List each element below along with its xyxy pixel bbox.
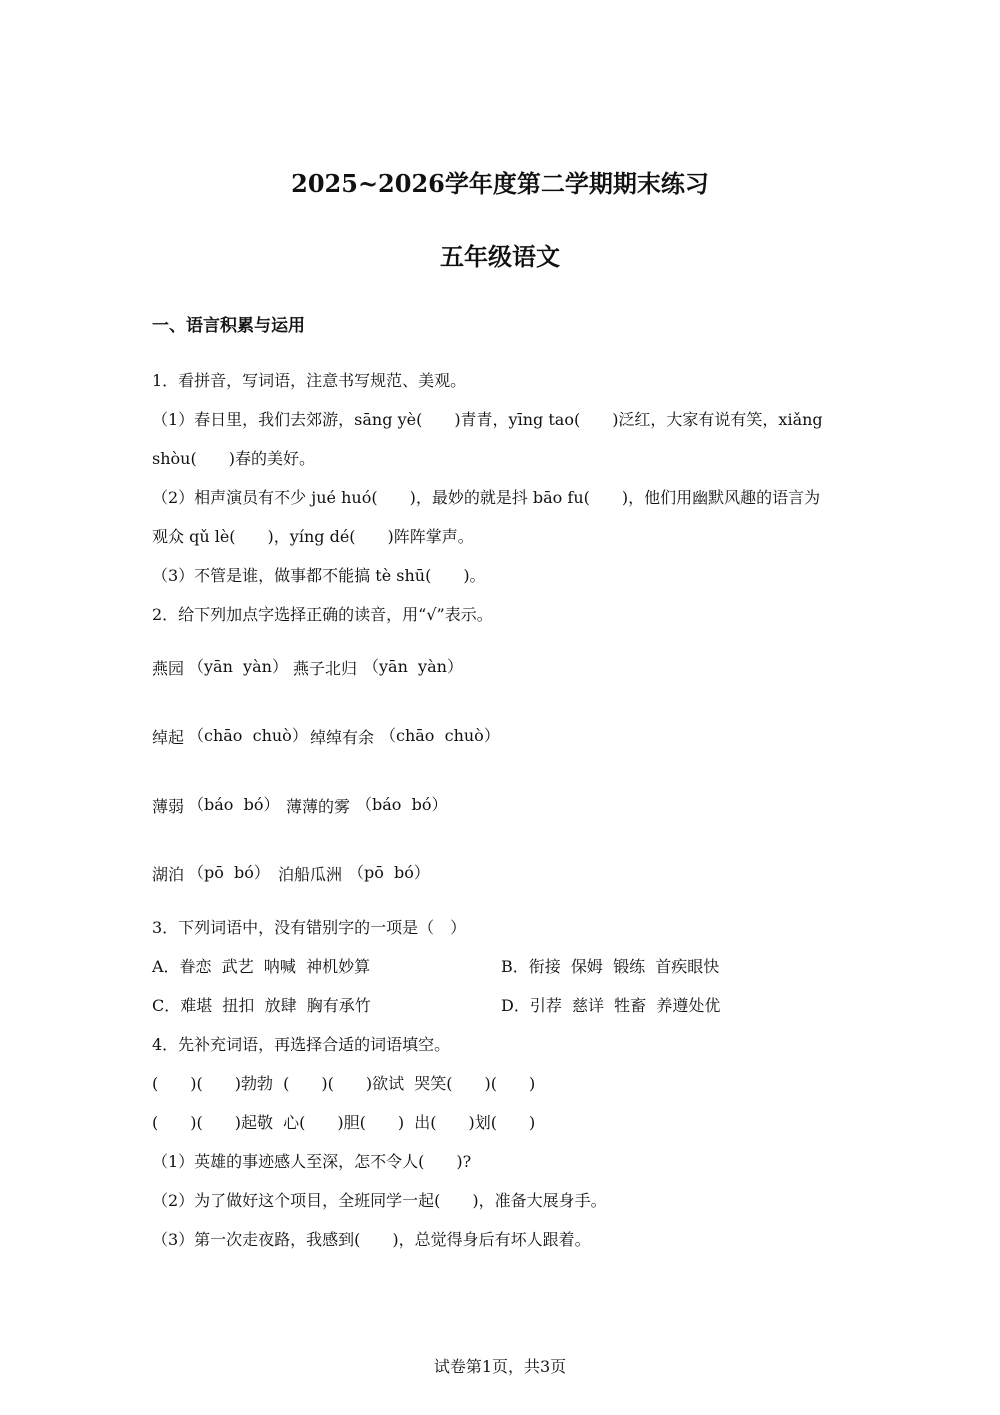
q2-word: 绰绰有余 xyxy=(310,728,375,747)
q1-line4: 观众 qǔ lè( )，yíng dé( )阵阵掌声。 xyxy=(152,527,474,546)
q2-word: 燕子北归 xyxy=(293,659,358,678)
q2-pinyin-options: （yān yàn） xyxy=(363,657,463,676)
exam-subtitle: 五年级语文 xyxy=(440,242,560,271)
q4-fill-row-2: ( )( )起敬 心( )胆( ) 出( )划( ) xyxy=(152,1113,536,1132)
q4-sentence-3: （3）第一次走夜路，我感到( )，总觉得身后有坏人跟着。 xyxy=(152,1230,591,1249)
q3-option-a: A．眷恋 武艺 呐喊 神机妙算 xyxy=(152,957,371,976)
q1-stem: 1．看拼音，写词语，注意书写规范、美观。 xyxy=(152,371,467,390)
exam-title: 2025~2026学年度第二学期期末练习 xyxy=(291,169,709,198)
q2-pinyin-options: （báo bó） xyxy=(356,795,448,814)
q2-word: 薄薄的雾 xyxy=(286,797,351,816)
q1-line3: （2）相声演员有不少 jué huó( )，最妙的就是抖 bāo fu( )，他们用幽默风趣的语言为 xyxy=(152,488,821,507)
q2-pinyin-options: （pō bó） xyxy=(348,863,430,882)
q2-word: 湖泊 xyxy=(152,865,185,884)
q3-option-b: B．衔接 保姆 锻练 首疾眼快 xyxy=(501,957,720,976)
q4-stem: 4．先补充词语，再选择合适的词语填空。 xyxy=(152,1035,451,1054)
q1-line2: shòu( )春的美好。 xyxy=(152,449,315,468)
section-heading: 一、语言积累与运用 xyxy=(152,316,305,336)
q2-pinyin-options: （báo bó） xyxy=(188,795,280,814)
q2-pinyin-options: （yān yàn） xyxy=(188,657,288,676)
q2-pinyin-options: （chāo chuò） xyxy=(188,726,308,745)
q1-line1: （1）春日里，我们去郊游，sāng yè( )青青，yīng tao( )泛红，大家有说有笑，xiǎng xyxy=(152,410,823,429)
q4-sentence-2: （2）为了做好这个项目，全班同学一起( )，准备大展身手。 xyxy=(152,1191,607,1210)
q2-pinyin-options: （pō bó） xyxy=(188,863,270,882)
q2-stem: 2．给下列加点字选择正确的读音，用“√”表示。 xyxy=(152,605,493,624)
q3-option-c: C．难堪 扭扣 放肆 胸有承竹 xyxy=(152,996,371,1015)
q2-word: 薄弱 xyxy=(152,797,185,816)
q2-word: 燕园 xyxy=(152,659,185,678)
q3-option-d: D．引荐 慈详 牲畜 养遵处优 xyxy=(501,996,721,1015)
q2-word: 绰起 xyxy=(152,728,185,747)
q4-fill-row-1: ( )( )勃勃 ( )( )欲试 哭笑( )( ) xyxy=(152,1074,536,1093)
q1-line5: （3）不管是谁，做事都不能搞 tè shū( )。 xyxy=(152,566,486,585)
q4-sentence-1: （1）英雄的事迹感人至深，怎不令人( )? xyxy=(152,1152,472,1171)
q2-word: 泊船瓜洲 xyxy=(278,865,343,884)
q2-pinyin-options: （chāo chuò） xyxy=(380,726,500,745)
q3-stem: 3．下列词语中，没有错别字的一项是（ ） xyxy=(152,918,467,937)
page-footer: 试卷第1页，共3页 xyxy=(433,1357,567,1376)
